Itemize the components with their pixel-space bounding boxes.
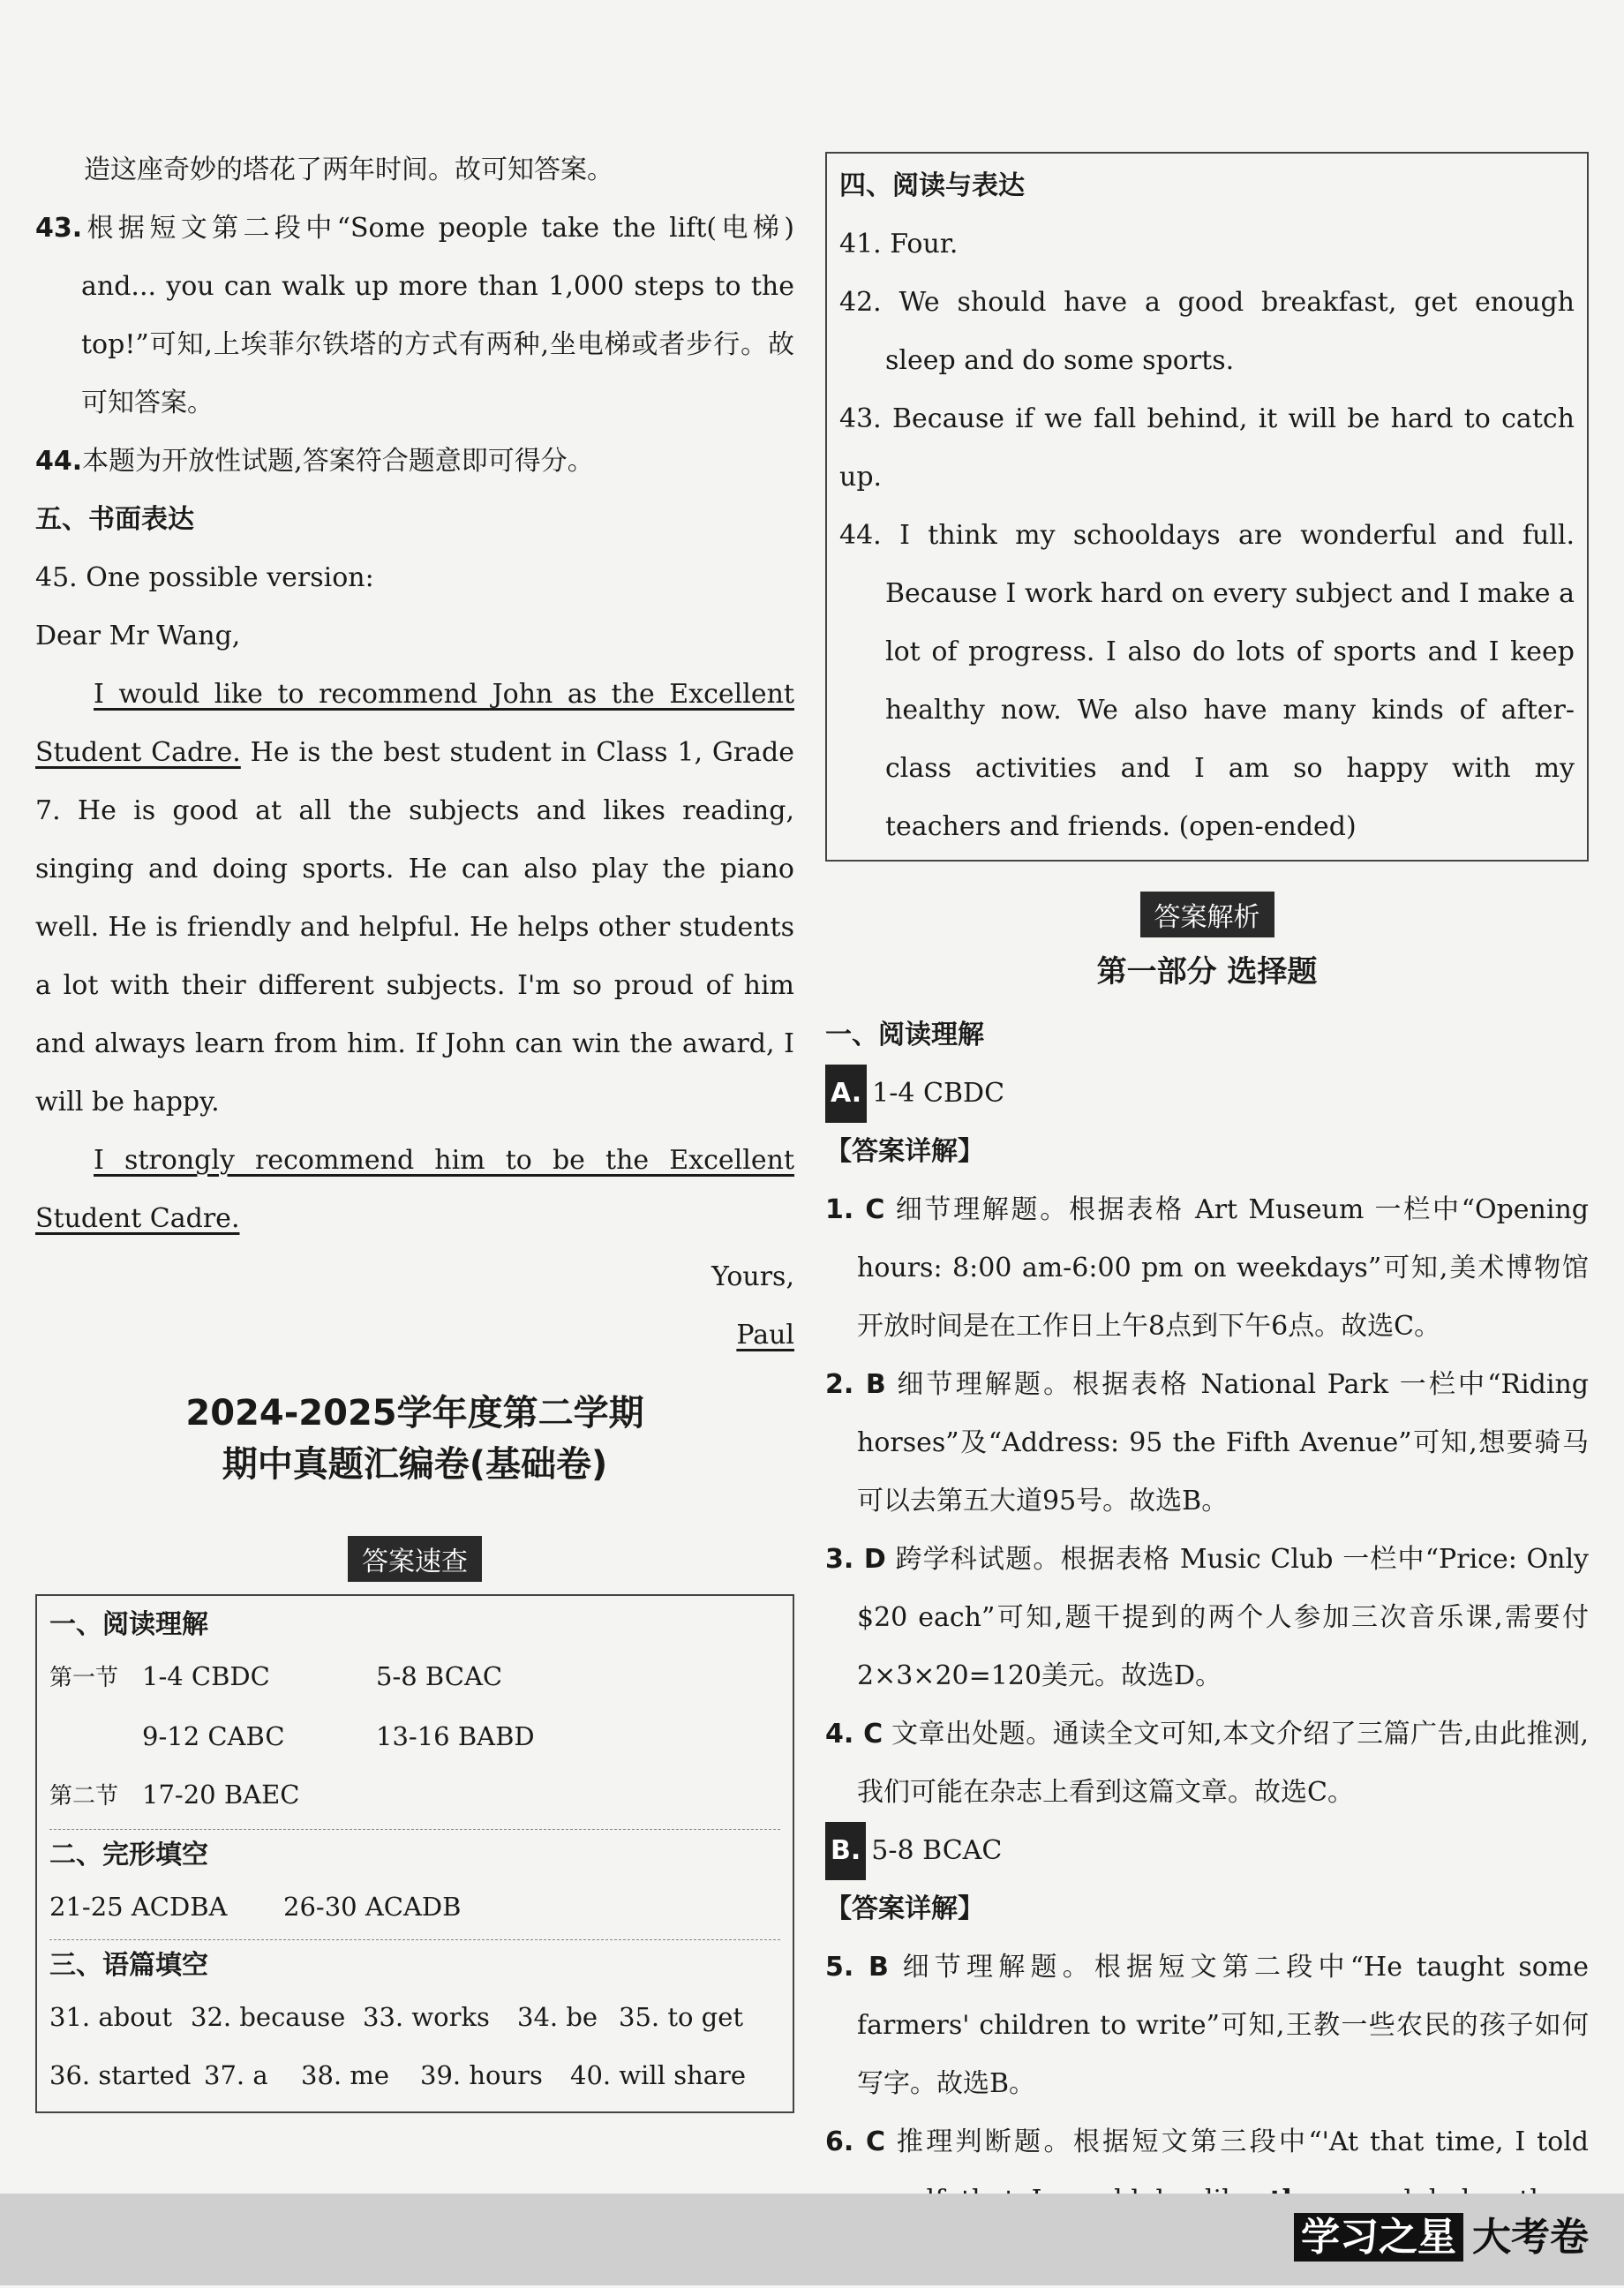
passage-b-key: 5-8 BCAC — [871, 1835, 1003, 1866]
version-label: 45. One possible version: — [35, 562, 374, 593]
answer-group: 17-20 BAEC — [142, 1780, 300, 1810]
answer-item: 39. hours — [420, 2060, 543, 2090]
reading-heading: 一、阅读理解 — [49, 1609, 208, 1640]
answer-row — [49, 2046, 780, 2104]
passage-fill-section — [49, 1940, 780, 2108]
answer-item: 38. me — [301, 2060, 389, 2090]
letter-signature — [35, 1306, 794, 1365]
explanation-4 — [825, 1705, 1589, 1822]
underlined-sentence-2: I strongly recommend him to be the Excellent Student Cadre. — [35, 1145, 794, 1234]
explanation-5 — [825, 1938, 1589, 2113]
answer-group: 9-12 CABC — [142, 1721, 285, 1751]
answer-group: 5-8 BCAC — [376, 1661, 503, 1691]
answer-44 — [35, 433, 794, 491]
passage-a-label: A. — [825, 1065, 867, 1123]
q5-text: 细节理解题。根据短文第二段中“He taught some farmers' children to write”可知,王教一些农民的孩子如何写字。故选B。 — [857, 1952, 1589, 2099]
answer-item: 37. a — [204, 2060, 268, 2090]
exam-title-line-1: 2024-2025学年度第二学期 — [185, 1393, 644, 1434]
quick-answer-tag: 答案速查 — [348, 1536, 482, 1582]
continuation-text: 造这座奇妙的塔花了两年时间。故可知答案。 — [84, 154, 613, 185]
q44-text: 本题为开放性试题,答案符合题意即可得分。 — [82, 446, 594, 477]
q2-text: 细节理解题。根据表格 National Park 一栏中“Riding horses”及“Address: 95 the Fifth Avenue”可知,想要骑马可以去第五大道95号。故选B。 — [857, 1369, 1589, 1517]
answer-item: 40. will share — [570, 2060, 747, 2090]
answer-group: 13-16 BABD — [376, 1721, 535, 1751]
section-4-heading: 四、阅读与表达 — [839, 170, 1025, 201]
reading-expression-box — [825, 152, 1589, 862]
explanation-3 — [825, 1531, 1589, 1705]
q2-number: 2. B — [825, 1369, 886, 1400]
passage-fill-heading: 三、语篇填空 — [49, 1950, 208, 1981]
part-1-title: 第一部分 选择题 — [1096, 954, 1318, 990]
left-column — [35, 141, 794, 2113]
reading-section — [49, 1599, 780, 1830]
exam-title-line-2: 期中真题汇编卷(基础卷) — [222, 1444, 608, 1485]
answer-item: 32. because — [191, 2002, 346, 2032]
answer-row — [49, 1707, 780, 1765]
q1-number: 1. C — [825, 1194, 885, 1225]
quick-answer-box — [35, 1594, 794, 2113]
letter-closing: Yours, — [711, 1261, 794, 1292]
answer-43 — [35, 199, 794, 433]
answer-group: 26-30 ACADB — [283, 1892, 462, 1922]
right-column — [825, 152, 1589, 2288]
q43-number: 43. — [35, 213, 83, 244]
cloze-heading: 二、完形填空 — [49, 1840, 208, 1870]
answer-item: 33. works — [363, 2002, 490, 2032]
brand-name: 大考卷 — [1472, 2215, 1589, 2260]
q5-number: 5. B — [825, 1952, 889, 1983]
q4-text: 文章出处题。通读全文可知,本文介绍了三篇广告,由此推测,我们可能在杂志上看到这篇文章。故选C。 — [857, 1719, 1590, 1808]
answer-44: 44. I think my schooldays are wonderful and full. Because I work hard on every subject and I make a lot of progress. I also do lots of sports and I keep healthy now. We also have many kinds of after-class activities and I am so happy with my teachers and friends. (open-ended) — [839, 520, 1575, 842]
answer-row — [49, 1647, 780, 1707]
answer-group: 21-25 ACDBA — [49, 1892, 228, 1922]
answer-item: 35. to get — [619, 2002, 744, 2032]
q6-text: 推理判断题。根据短文第三段中“'At that time, I told — [896, 2126, 1589, 2157]
answer-43: 43. Because if we fall behind, it will be hard to catch up. — [839, 403, 1575, 493]
letter-salutation: Dear Mr Wang, — [35, 621, 241, 651]
section-1-label: 第一节 — [49, 1665, 119, 1691]
underlined-sentence-1: I would like to recommend John as the Excellent Student Cadre. — [35, 679, 794, 768]
q3-text: 跨学科试题。根据表格 Music Club 一栏中“Price: Only $20 each”可知,题干提到的两个人参加三次音乐课,需要付2×3×20=120美元。故选D。 — [857, 1544, 1589, 1691]
explanation-2 — [825, 1356, 1589, 1531]
section-5-heading: 五、书面表达 — [35, 504, 194, 535]
q4-number: 4. C — [825, 1719, 883, 1750]
letter-paragraph-1 — [35, 666, 794, 1132]
signature-name: Paul — [736, 1320, 794, 1351]
answer-41: 41. Four. — [839, 229, 959, 260]
passage-a-answers — [825, 1065, 1589, 1123]
detail-heading: 【答案详解】 — [825, 1136, 984, 1167]
detail-heading-2: 【答案详解】 — [825, 1893, 984, 1924]
analysis-tag-wrap — [825, 892, 1589, 937]
passage-b-label: B. — [825, 1822, 866, 1880]
cloze-section — [49, 1830, 780, 1940]
q3-number: 3. D — [825, 1544, 886, 1575]
passage-a-key: 1-4 CBDC — [872, 1078, 1005, 1109]
answer-row — [49, 1988, 780, 2046]
reading-heading: 一、阅读理解 — [825, 1020, 984, 1050]
paragraph-1-rest: He is the best student in Class 1, Grade 7. He is good at all the subjects and likes reading, singing and doing sports. He can also play the piano well. He is friendly and helpful. He helps other students a lot with their different subjects. I'm so proud of him and always learn from him. If John can win the award, I will be happy. — [35, 737, 794, 1118]
answer-item: 31. about — [49, 2002, 172, 2032]
section-2-label: 第二节 — [49, 1783, 119, 1810]
passage-b-answers — [825, 1822, 1589, 1880]
brand-logo — [1294, 2205, 1589, 2262]
letter-paragraph-2 — [35, 1132, 794, 1248]
q44-number: 44. — [35, 446, 83, 477]
answer-item: 34. be — [517, 2002, 598, 2032]
quick-answer-tag-wrap — [35, 1536, 794, 1582]
analysis-tag: 答案解析 — [1140, 892, 1274, 937]
q6-number: 6. C — [825, 2126, 886, 2157]
answer-group: 1-4 CBDC — [142, 1661, 270, 1691]
answer-42: 42. We should have a good breakfast, get enough sleep and do some sports. — [839, 287, 1575, 376]
brand-mark: 学习之星 — [1294, 2213, 1463, 2262]
answer-item: 36. started — [49, 2060, 192, 2090]
q43-text: 根据短文第二段中“Some people take the lift(电梯) and... you can walk up more than 1,000 steps to the top!”可知,上埃菲尔铁塔的方式有两种,坐电梯或者步行。故可知答案。 — [81, 213, 794, 418]
answer-row — [49, 1765, 780, 1825]
explanation-1 — [825, 1181, 1589, 1356]
q1-text: 细节理解题。根据表格 Art Museum 一栏中“Opening hours: 8:00 am-6:00 pm on weekdays”可知,美术博物馆开放时间是在工作日上午8点到下午6点。故选C。 — [857, 1194, 1589, 1342]
answer-row — [49, 1878, 780, 1936]
